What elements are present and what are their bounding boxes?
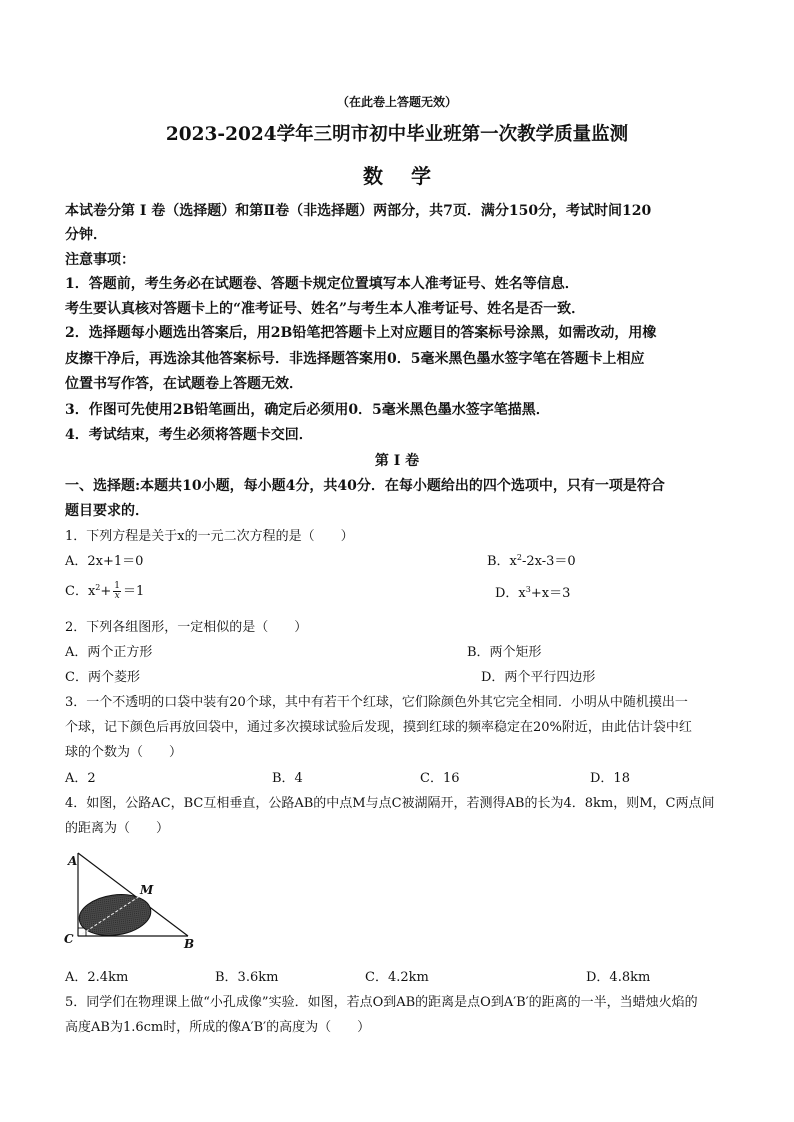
q3-option-c: C．16 (420, 771, 460, 786)
label-a: A (68, 854, 78, 868)
section-title: 第 I 卷 (374, 453, 420, 469)
q3-stem-1: 3．一个不透明的口袋中装有20个球，其中有若干个红球，它们除颜色外其它完全相同．小明从中随机摸出一 (65, 695, 688, 710)
q1-option-b: B．$x^2-2x-3=0$ (487, 553, 576, 569)
notice-2c: 位置书写作答，在试题卷上答题无效． (65, 376, 303, 392)
notice-2a: 2．选择题每小题选出答案后，用2B铅笔把答题卡上对应题目的答案标号涂黑，如需改动，用橡 (65, 325, 657, 341)
section-heading-1: 一、选择题:本题共10小题，每小题4分，共40分．在每小题给出的四个选项中，只有一项是符合 (65, 478, 665, 494)
lake-ellipse (77, 890, 154, 940)
fraction: $\frac{1}{x}$ (114, 581, 121, 601)
q1-option-a: A．2x+1＝0 (65, 554, 144, 569)
label-b: B (184, 937, 195, 951)
q2-option-b: B．两个矩形 (467, 645, 542, 660)
notice-1a: 1．答题前，考生务必在试题卷、答题卡规定位置填写本人准考证号、姓名等信息． (65, 276, 579, 292)
lake-road-figure (60, 848, 220, 953)
header-note: （在此卷上答题无效） (336, 95, 457, 109)
q4-stem-1: 4．如图，公路AC，BC互相垂直，公路AB的中点M与点C被湖隔开，若测得AB的长为4．8km，则M，C两点间 (65, 796, 715, 811)
q3-stem-2: 个球，记下颜色后再放回袋中，通过多次摸球试验后发现，摸到红球的频率稳定在20%附近，由此估计袋中红 (65, 720, 692, 735)
notice-3: 3．作图可先使用2B铅笔画出，确定后必须用0．5毫米黑色墨水签字笔描黑． (65, 402, 550, 418)
q2-option-c: C．两个菱形 (65, 670, 140, 685)
q4-option-a: A．2.4km (65, 970, 129, 985)
notice-4: 4．考试结束，考生必须将答题卡交回． (65, 427, 313, 443)
q4-option-b: B．3.6km (215, 970, 279, 985)
q4-stem-2: 的距离为（ ） (65, 821, 170, 836)
q1-stem: 1．下列方程是关于x的一元二次方程的是（ ） (65, 529, 354, 544)
subject-title: 数学 (363, 164, 459, 188)
q3-option-d: D．18 (590, 771, 630, 786)
q2-stem: 2．下列各组图形，一定相似的是（ ） (65, 620, 308, 635)
intro-line-2: 分钟． (65, 227, 107, 243)
q3-option-b: B．4 (272, 771, 303, 786)
q1-option-c: C．$x^2+$ $\frac{1}{x}$ ＝1 (65, 581, 145, 601)
notice-2b: 皮擦干净后，再选涂其他答案标号．非选择题答案用0．5毫米黑色墨水签字笔在答题卡上相应 (65, 351, 645, 367)
notice-1b: 考生要认真核对答题卡上的“准考证号、姓名”与考生本人准考证号、姓名是否一致． (65, 301, 586, 317)
q4-option-c: C．4.2km (365, 970, 429, 985)
exam-title: 2023-2024学年三明市初中毕业班第一次教学质量监测 (165, 124, 629, 145)
q2-option-a: A．两个正方形 (65, 645, 153, 660)
intro-line-1: 本试卷分第 I 卷（选择题）和第Ⅱ卷（非选择题）两部分，共7页．满分150分，考试时间120 (65, 203, 652, 219)
notice-heading: 注意事项： (65, 252, 135, 268)
q3-stem-3: 球的个数为（ ） (65, 745, 183, 760)
label-m: M (140, 883, 154, 897)
q3-option-a: A．2 (65, 771, 96, 786)
q5-stem-2: 高度AB为1.6cm时，所成的像A′B′的高度为（ ） (65, 1020, 371, 1035)
q4-option-d: D．4.8km (586, 970, 651, 985)
section-heading-2: 题目要求的． (65, 503, 149, 519)
q2-option-d: D．两个平行四边形 (481, 670, 596, 685)
q5-stem-1: 5．同学们在物理课上做“小孔成像”实验．如图，若点O到AB的距离是点O到A′B′的距离的一半，当蜡烛火焰的 (65, 995, 698, 1010)
label-c: C (64, 932, 74, 946)
q1-option-d: D．$x^3+x=3$ (495, 585, 571, 601)
